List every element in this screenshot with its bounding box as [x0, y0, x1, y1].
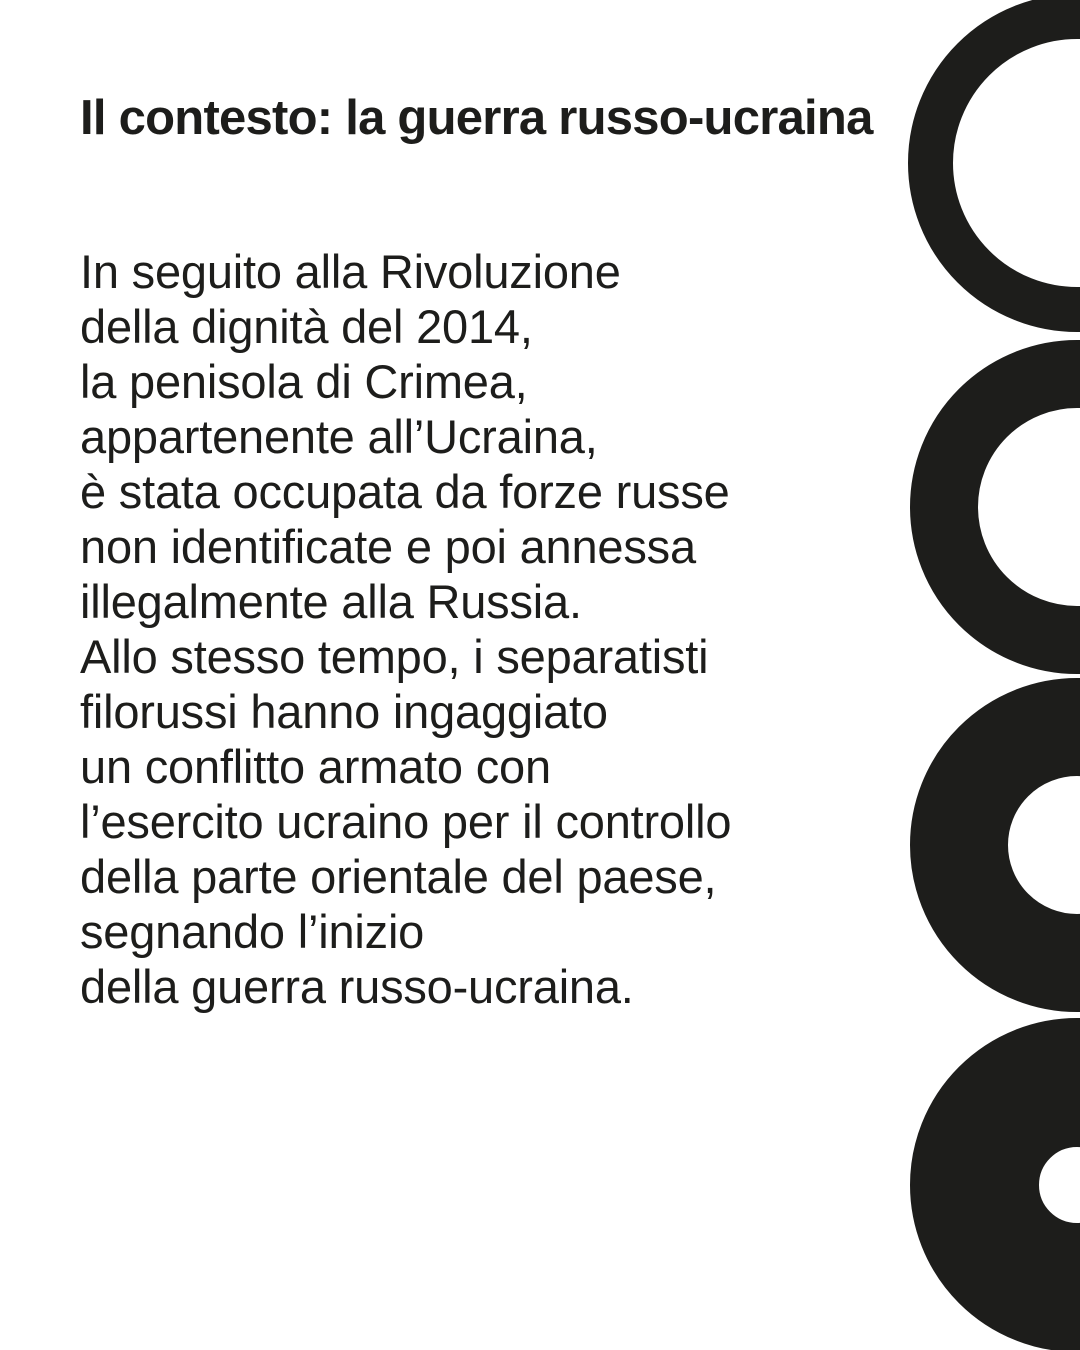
body-line: segnando l’inizio [80, 905, 425, 958]
body-line: un conflitto armato con [80, 740, 551, 793]
body-line: illegalmente alla Russia. [80, 575, 582, 628]
body-line: filorussi hanno ingaggiato [80, 685, 608, 738]
body-line: della dignità del 2014, [80, 300, 533, 353]
body-paragraph [80, 244, 731, 1014]
body-line: la penisola di Crimea, [80, 355, 528, 408]
body-line: appartenente all’Ucraina, [80, 410, 598, 463]
decorative-ring-3 [910, 678, 1080, 1012]
body-line: è stata occupata da forze russe [80, 465, 730, 518]
decorative-ring-2 [910, 340, 1080, 674]
body-line: non identificate e poi annessa [80, 520, 696, 573]
decorative-ring-1 [908, 0, 1080, 332]
decorative-ring-4 [910, 1018, 1080, 1350]
body-line: Allo stesso tempo, i separatisti [80, 630, 709, 683]
page-title: Il contesto: la guerra russo-ucraina [80, 91, 873, 145]
body-line: della parte orientale del paese, [80, 850, 717, 903]
body-line: In seguito alla Rivoluzione [80, 245, 621, 298]
body-line: l’esercito ucraino per il controllo [80, 795, 732, 848]
body-line: della guerra russo-ucraina. [80, 960, 634, 1013]
